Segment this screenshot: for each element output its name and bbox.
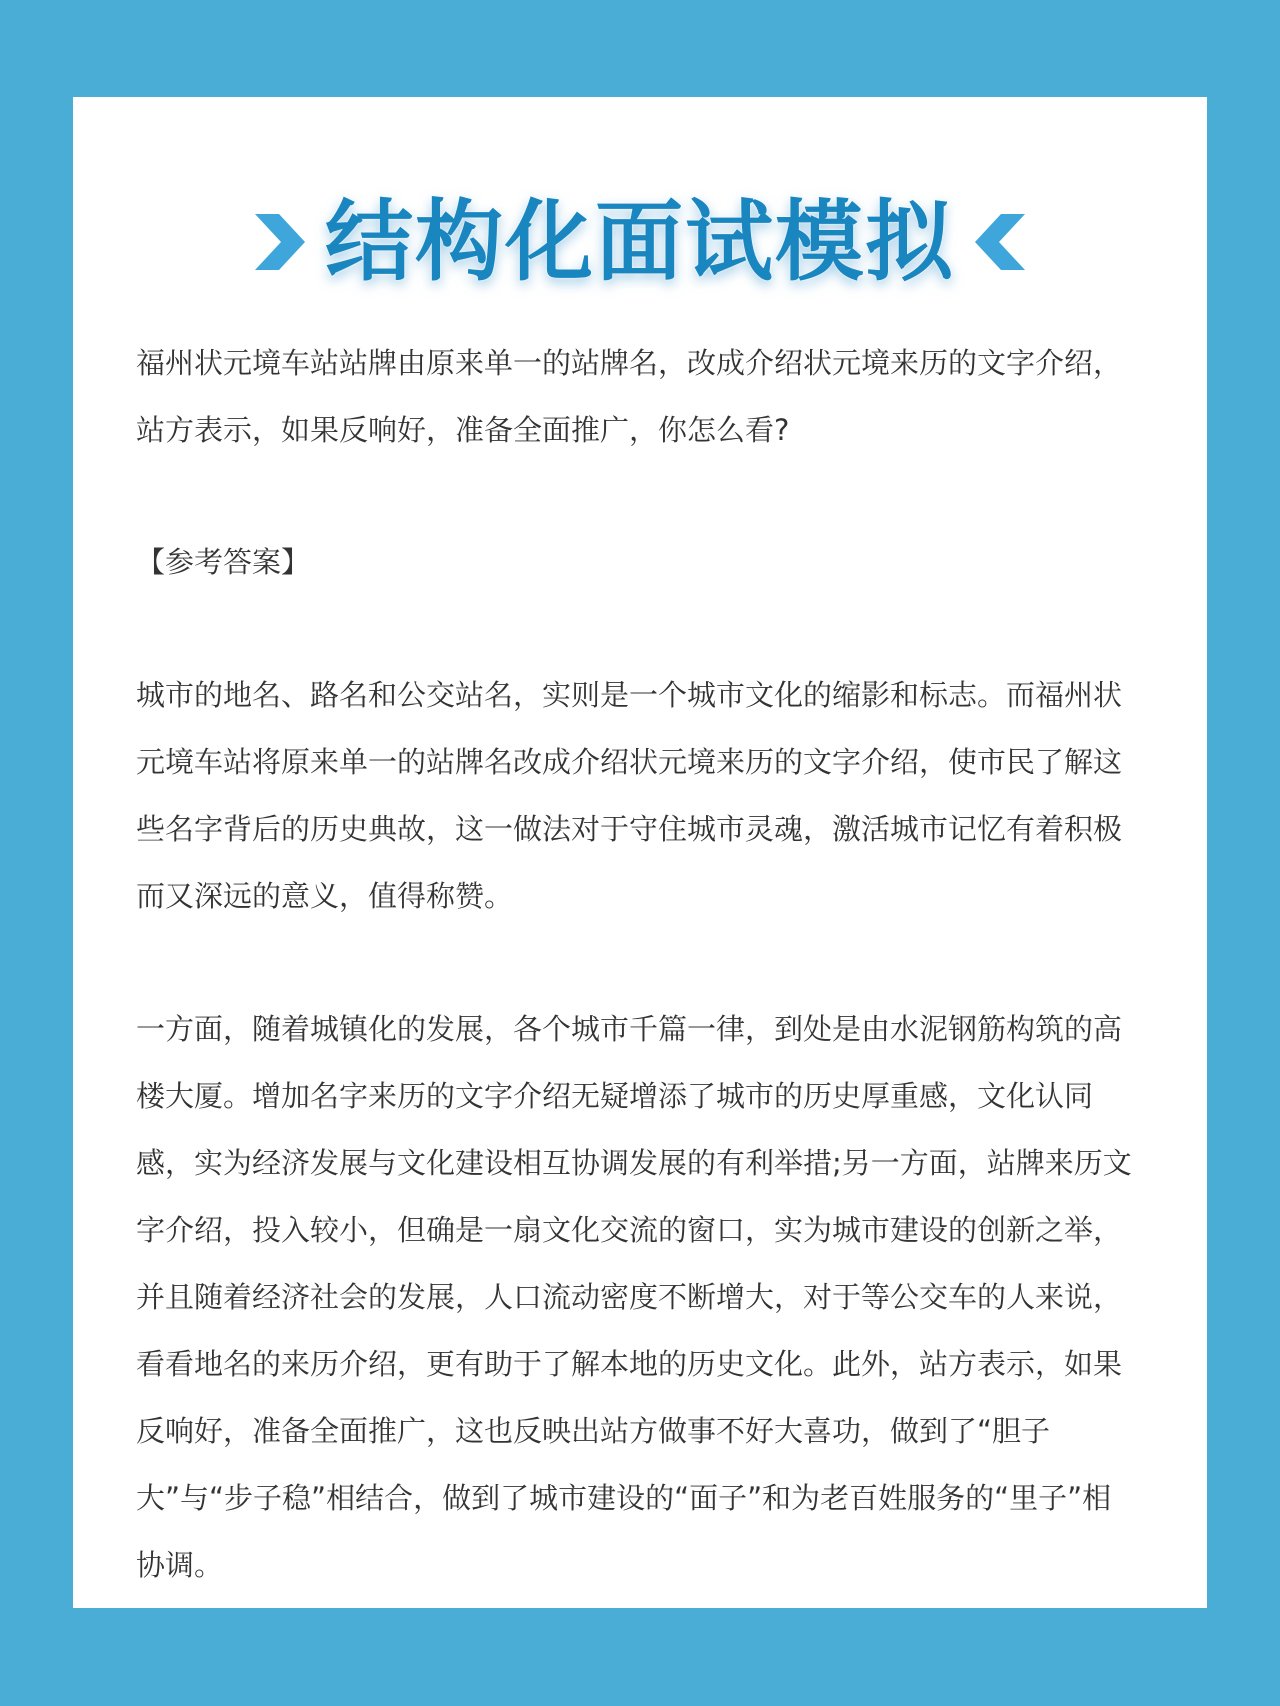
spacer [136, 464, 1136, 529]
content-card [73, 97, 1207, 1608]
article-body [136, 330, 1136, 1599]
chevron-left-icon [973, 212, 1027, 272]
answer-paragraph-1: 城市的地名、路名和公交站名，实则是一个城市文化的缩影和标志。而福州状元境车站将原来单一的站牌名改成介绍状元境来历的文字介绍，使市民了解这些名字背后的历史典故，这一做法对于守住城市灵魂，激活城市记忆有着积极而又深远的意义，值得称赞。 [136, 678, 1123, 913]
answer-heading: 【参考答案】 [136, 545, 311, 579]
title-row [73, 187, 1207, 297]
spacer [136, 596, 1136, 662]
page-title: 结构化面试模拟 [324, 190, 955, 293]
spacer [136, 930, 1136, 996]
chevron-right-icon [253, 212, 307, 272]
answer-paragraph-2: 一方面，随着城镇化的发展，各个城市千篇一律，到处是由水泥钢筋构筑的高楼大厦。增加名字来历的文字介绍无疑增添了城市的历史厚重感，文化认同感，实为经济发展与文化建设相互协调发展的有利举措;另一方面，站牌来历文字介绍，投入较小，但确是一扇文化交流的窗口，实为城市建设的创新之举，并且随着经济社会的发展，人口流动密度不断增大，对于等公交车的人来说，看看地名的来历介绍，更有助于了解本地的历史文化。此外，站方表示，如果反响好，准备全面推广，这也反映出站方做事不好大喜功，做到了“胆子大”与“步子稳”相结合，做到了城市建设的“面子”和为老百姓服务的“里子”相协调。 [136, 1012, 1132, 1582]
question-text: 福州状元境车站站牌由原来单一的站牌名，改成介绍状元境来历的文字介绍，站方表示，如果反响好，准备全面推广，你怎么看? [136, 346, 1123, 447]
